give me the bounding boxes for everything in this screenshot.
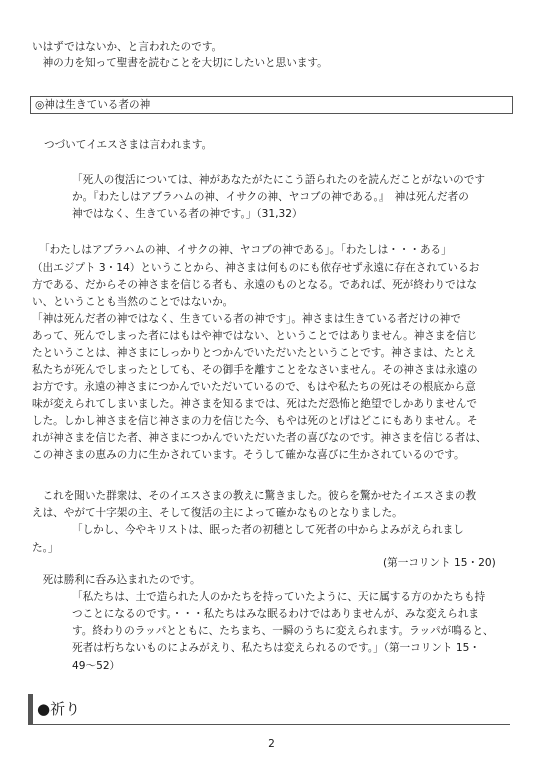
intro-line: いはずではないか、と言われたのです。 [32,41,223,53]
section-heading: ◎神は生きている者の神 [35,99,151,111]
section-heading-box [30,96,513,114]
para1-line: 私たちが死んでしまったとしても、その御手を離すことをなさいません。その神さまは永遠の [32,364,478,376]
para1-line: 方である、だからその神さまを信じる者も、永遠のものとなる。であれば、死が終わりではな [32,279,477,291]
para1-line: 味が変えられてしまいました。神さまを知るまでは、死はただ恐怖と絶望でしかありませんで [32,398,477,410]
page-number: 2 [268,738,275,750]
para1-line: この神さまの恵みの力に生かされています。そうして確かな喜びに生かされているのです。 [32,449,465,461]
quote3-line: つことになるのです。・・・私たちはみな眠るわけではありませんが、みな変えられま [72,608,480,620]
quote3-line: 死者は朽ちないものによみがえり、私たちは変えられるのです。」（第一コリント 15・ [72,642,480,654]
para1-line: 「神は死んだ者の神ではなく、生きている者の神です」。神さまは生きている者だけの神で [32,313,461,325]
lead-text: つづいてイエスさまは言われます。 [44,139,213,151]
para1-line: たということは、神さまにしっかりとつかんでいただいたということです。神さまは、たとえ [32,347,476,359]
para1-line: （出エジプト 3・14）ということから、神さまは何ものにも依存せず永遠に存在されているお [32,262,480,274]
para1-line: お方です。永遠の神さまにつかんでいただいているので、もはや私たちの死はその根底から意 [32,381,476,393]
prayer-heading-rule [28,724,510,725]
prayer-heading-bar [28,694,33,724]
para2-line: これを聞いた群衆は、そのイエスさまの教えに驚きました。彼らを驚かせたイエスさまの教 [32,490,477,502]
quote1-line: 「死人の復活については、神があなたがたにこう語られたのを読んだことがないのです [72,174,485,186]
quote1-line: か。『わたしはアブラハムの神、イサクの神、ヤコブの神である。』 神は死んだ者の [72,191,469,203]
quote3-line: 「私たちは、土で造られた人のかたちを持っていたように、天に属する方のかたちも持 [72,591,486,603]
intro-line: 神の力を知って聖書を読むことを大切にしたいと思います。 [32,57,328,69]
quote1-line: 神ではなく、生きている者の神です。」（31,32） [72,208,303,220]
prayer-heading: ●祈り [37,700,81,718]
para1-line: 「わたしはアブラハムの神、イサクの神、ヤコブの神である」。「わたしは・・・ある」 [39,244,452,256]
quote3-line: 49～52） [72,660,121,672]
quote2-reference: (第一コリント 15・20) [383,557,496,569]
para1-line: れが神さまを信じた者、神さまにつかんでいただいた者の喜びなのです。神さまを信じる者は、 [32,432,487,444]
para1-line: した。しかし神さまを信じ神さまの力を信じた今、もやは死のとげはどこにもありません。そ [32,415,478,427]
quote3-line: す。終わりのラッパとともに、たちまち、一瞬のうちに変えられます。ラッパが鳴ると、 [72,625,494,637]
quote2-line: た。」 [32,542,59,554]
para2-line: えは、やがて十字架の主、そして復活の主によって確かなものとなりました。 [32,507,403,519]
death-line: 死は勝利に呑み込まれたのです。 [32,574,201,586]
para1-line: い、ということも当然のことではないか。 [32,296,234,308]
quote2-line: 「しかし、今やキリストは、眠った者の初穂として死者の中からよみがえられまし [72,524,464,536]
para1-line: あって、死んでしまった者にはもはや神ではない、ということではありません。神さまを信じ [32,330,478,342]
